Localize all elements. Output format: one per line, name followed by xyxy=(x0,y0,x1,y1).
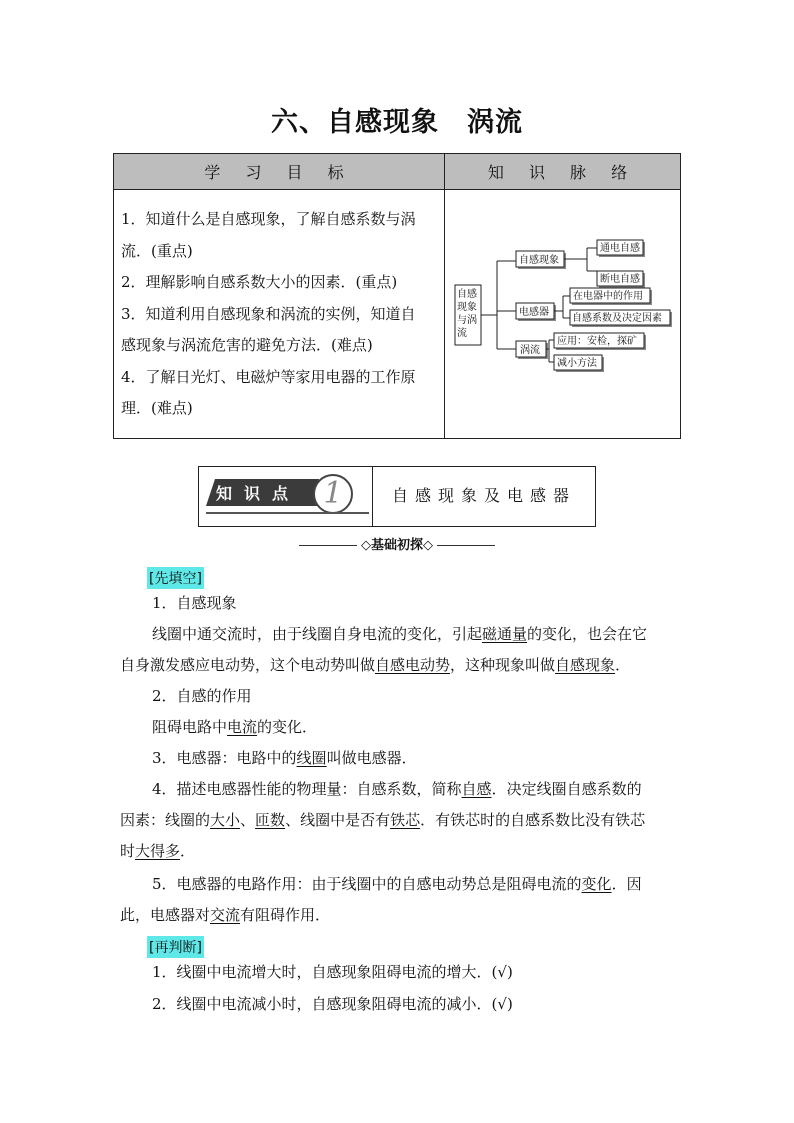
mindmap-leaf: 减小方法 xyxy=(557,358,597,369)
mindmap-leaf: 在电器中的作用 xyxy=(573,291,643,302)
answer-blank: 变化 xyxy=(581,875,612,893)
paragraph-line xyxy=(120,841,195,861)
text: ，这种现象叫做 xyxy=(450,656,556,674)
text: 5．电感器的电路作用：由于线圈中的自感电动势总是阻碍电流的 xyxy=(152,875,582,893)
text: 、线圈中是否有 xyxy=(285,811,391,829)
text: 有阻碍作用． xyxy=(240,906,331,924)
text: ．有铁芯时的自感系数比没有铁芯 xyxy=(420,811,646,829)
knowledge-point-topic: 自感现象及电感器 xyxy=(391,486,576,505)
text: ． xyxy=(180,842,196,860)
knowledge-mindmap xyxy=(445,190,679,438)
answer-blank: 电流 xyxy=(227,718,258,736)
goals-header: 学 习 目 标 xyxy=(114,154,445,190)
judge-question: 2．线圈中电流减小时，自感现象阻碍电流的减小．(√) xyxy=(152,995,513,1013)
mindmap-branch-inductor: 电感器 xyxy=(519,307,549,318)
answer-blank: 铁芯 xyxy=(390,811,421,829)
page-title: 六、自感现象 涡流 xyxy=(271,107,523,138)
text: 4．描述电感器性能的物理量：自感系数，简称 xyxy=(152,780,462,798)
judge-question: 1．线圈中电流增大时，自感现象阻碍电流的增大．(√) xyxy=(152,963,513,981)
text: ． xyxy=(615,656,631,674)
text: ．决定线圈自感系数的 xyxy=(491,780,642,798)
mindmap-leaf: 通电自感 xyxy=(600,243,640,254)
paragraph-line xyxy=(120,655,630,675)
banner-underline xyxy=(206,512,369,514)
answer-blank: 自感 xyxy=(461,780,492,798)
mindmap-root-text: 流 xyxy=(457,328,467,339)
mindmap-branch-eddy: 涡流 xyxy=(520,345,540,356)
answer-blank: 大小 xyxy=(210,811,241,829)
text: 因素：线圈的 xyxy=(120,811,211,829)
mindmap-leaf: 断电自感 xyxy=(600,274,640,285)
goal-line: 流．(重点) xyxy=(121,241,193,260)
goal-line: 感现象与涡流危害的避免方法．(难点) xyxy=(121,336,373,354)
text: 此，电感器对 xyxy=(120,906,211,924)
knowledge-point-label: 知识点 xyxy=(216,484,301,503)
mindmap-root-text: 自感 xyxy=(457,289,477,300)
learning-goals-table xyxy=(113,153,681,439)
mindmap-root-text: 现象 xyxy=(457,302,477,313)
judge-tag: [再判断] xyxy=(147,936,204,958)
answer-blank: 交流 xyxy=(210,906,241,924)
paragraph-line xyxy=(120,905,330,925)
paragraph-line xyxy=(152,624,647,644)
heading-rule-left xyxy=(299,545,357,546)
text: 、 xyxy=(240,811,256,829)
knowledge-map-cell xyxy=(445,190,681,439)
knowledge-point-banner xyxy=(198,466,596,527)
paragraph-line xyxy=(152,779,642,799)
answer-blank: 匝数 xyxy=(255,811,286,829)
text: 线圈中通交流时，由于线圈自身电流的变化，引起 xyxy=(152,625,483,643)
section-heading-text: ◇基础初探◇ xyxy=(361,538,433,553)
goal-line: 理．(难点) xyxy=(121,399,193,417)
text: ．因 xyxy=(611,875,642,893)
text: 的变化，也会在它 xyxy=(527,625,648,643)
text: 的变化． xyxy=(257,718,318,736)
mindmap-leaf: 自感系数及决定因素 xyxy=(572,313,662,324)
answer-blank: 磁通量 xyxy=(482,625,528,643)
goal-line: 3．知道利用自感现象和涡流的实例，知道自 xyxy=(121,304,416,323)
mindmap-branch-self-induction: 自感现象 xyxy=(519,255,559,266)
fill-blank-tag: [先填空] xyxy=(147,567,204,589)
text: 阻碍电路中 xyxy=(152,718,228,736)
answer-blank: 自感电动势 xyxy=(375,656,451,674)
section-heading xyxy=(0,534,794,553)
goals-list xyxy=(114,190,445,439)
paragraph-line xyxy=(120,810,645,830)
answer-blank: 线圈 xyxy=(296,749,327,767)
goal-line: 2．理解影响自感系数大小的因素．(重点) xyxy=(121,273,398,291)
answer-blank: 自感现象 xyxy=(555,656,616,674)
text: 自身激发感应电动势，这个电动势叫做 xyxy=(120,656,376,674)
paragraph-line xyxy=(152,717,317,737)
mindmap-root-text: 与涡 xyxy=(457,315,477,326)
answer-blank: 大得多 xyxy=(135,842,181,860)
text: 时 xyxy=(120,842,136,860)
text: 叫做电感器． xyxy=(326,749,417,767)
knowledge-point-number: 1 xyxy=(313,474,353,514)
paragraph-line xyxy=(152,748,417,768)
item-title: 1．自感现象 xyxy=(152,594,237,612)
text: 3．电感器：电路中的 xyxy=(152,749,297,767)
goal-line: 4．了解日光灯、电磁炉等家用电器的工作原 xyxy=(121,367,416,386)
goal-line: 1．知道什么是自感现象，了解自感系数与涡 xyxy=(121,210,416,228)
item-title: 2．自感的作用 xyxy=(152,687,252,705)
knowledge-map-header: 知 识 脉 络 xyxy=(445,154,681,190)
heading-rule-right xyxy=(437,545,495,546)
paragraph-line xyxy=(152,874,642,894)
mindmap-leaf: 应用：安检，探矿 xyxy=(557,336,637,347)
